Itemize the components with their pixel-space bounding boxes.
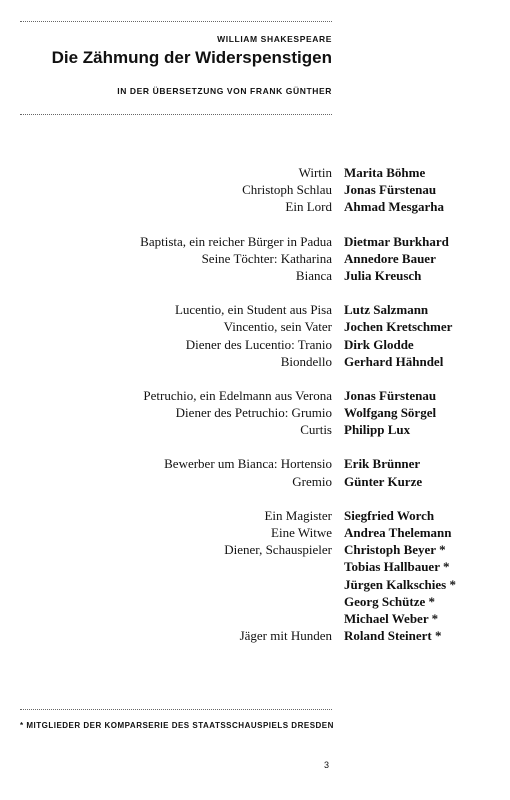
cast-group [0,164,510,216]
cast-row [0,507,510,524]
cast-row [0,164,510,181]
actor-name: Marita Böhme [344,165,426,180]
actor-name: Jürgen Kalkschies * [344,576,456,592]
header-dotted-rule [20,114,332,115]
actor-name: Günter Kurze [344,473,423,489]
cast-group [0,387,510,439]
role-name: Diener des Lucentio: Tranio [185,336,332,352]
role-name: Bewerber um Bianca: Hortensio [164,456,332,472]
actor-name: Andrea Thelemann [344,525,452,540]
cast-row [0,267,510,284]
actor-name: Dietmar Burkhard [344,233,449,249]
cast-row [0,233,510,250]
cast-row [0,301,510,318]
role-name: Curtis [300,422,332,438]
translation-credit: IN DER ÜBERSETZUNG VON FRANK GÜNTHER [117,86,332,96]
cast-row [0,353,510,370]
play-title: Die Zähmung der Widerspenstigen [51,48,332,67]
role-name: Diener, Schauspieler [224,542,332,558]
cast-row [0,558,510,575]
cast-list [0,164,510,661]
role-name: Bianca [295,267,332,283]
actor-name: Lutz Salzmann [344,302,429,318]
role-name: Baptista, ein reicher Bürger in Padua [140,233,332,249]
actor-name: Gerhard Hähndel [344,353,444,369]
cast-row [0,524,510,541]
actor-name: Jonas Fürstenau [344,182,437,198]
actor-name: Georg Schütze * [344,593,435,609]
top-dotted-rule [20,21,332,22]
cast-row [0,336,510,353]
cast-row [0,318,510,335]
actor-name: Philipp Lux [344,422,411,438]
cast-row [0,455,510,472]
actor-name: Erik Brünner [344,456,421,472]
cast-row [0,576,510,593]
actor-name: Roland Steinert * [344,628,442,644]
role-name: Biondello [280,353,332,369]
role-name: Jäger mit Hunden [239,628,332,644]
cast-row [0,421,510,438]
role-name: Ein Magister [264,507,332,523]
role-name: Diener des Petruchio: Grumio [175,405,332,421]
cast-row [0,198,510,215]
actor-name: Jochen Kretschmer [344,319,453,335]
actor-name: Christoph Beyer * [344,542,446,558]
cast-row [0,404,510,421]
cast-row [0,387,510,404]
cast-row [0,250,510,267]
cast-row [0,593,510,610]
role-name: Vincentio, sein Vater [223,319,332,335]
actor-name: Ahmad Mesgarha [344,199,445,215]
actor-name: Dirk Glodde [344,336,414,352]
page-number: 3 [324,760,330,770]
footnote: * MITGLIEDER DER KOMPARSERIE DES STAATSSCHAUSPIELS DRESDEN [20,721,334,730]
cast-row [0,541,510,558]
footnote-dotted-rule [20,709,332,710]
cast-row [0,473,510,490]
actor-name: Annedore Bauer [344,250,436,266]
actor-name: Julia Kreusch [344,267,422,283]
role-name: Christoph Schlau [242,182,332,198]
actor-name: Siegfried Worch [344,507,435,523]
role-name: Gremio [292,473,332,489]
cast-row [0,627,510,644]
actor-name: Michael Weber * [344,610,439,626]
actor-name: Tobias Hallbauer * [344,559,450,575]
cast-row [0,610,510,627]
role-name: Petruchio, ein Edelmann aus Verona [143,387,332,403]
cast-group [0,233,510,285]
role-name: Wirtin [298,165,332,180]
cast-row [0,181,510,198]
cast-group [0,455,510,489]
cast-group [0,301,510,370]
role-name: Eine Witwe [271,525,332,540]
actor-name: Wolfgang Sörgel [344,405,437,421]
role-name: Lucentio, ein Student aus Pisa [174,302,332,318]
cast-group [0,507,510,645]
role-name: Ein Lord [285,199,332,215]
author-name: WILLIAM SHAKESPEARE [217,34,332,44]
role-name: Seine Töchter: Katharina [201,250,332,266]
actor-name: Jonas Fürstenau [344,387,437,403]
